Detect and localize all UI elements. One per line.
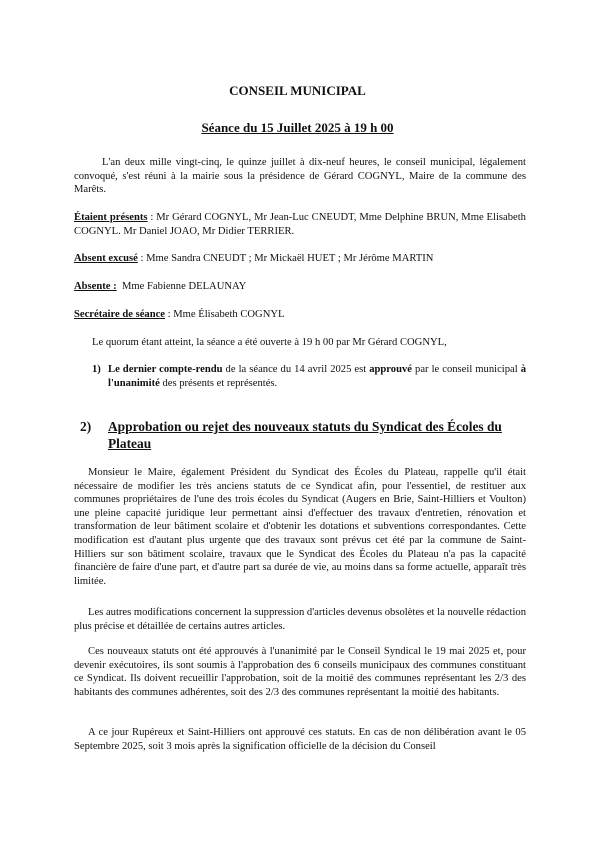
secretary <box>74 308 526 322</box>
secretary-label: Secrétaire de séance <box>74 309 165 320</box>
item-1-text-b: par le conseil municipal <box>412 364 521 375</box>
session-date-heading: Séance du 15 Juillet 2025 à 19 h 00 <box>201 120 394 135</box>
excused-names: Mme Sandra CNEUDT ; Mr Mickaël HUET ; Mr Jérôme MARTIN <box>146 253 434 264</box>
item-1-bold-start: Le dernier compte-rendu <box>108 364 223 375</box>
quorum-statement: Le quorum étant atteint, la séance a été ouverte à 19 h 00 par Mr Gérard COGNYL, <box>92 337 447 348</box>
paragraph-context: Monsieur le Maire, également Président du Syndicat des Écoles du Plateau, rappelle qu'il était nécessaire de modifier les très anciens statuts de ce Syndicat afin, pour l'essentiel, de restituer aux communes propriétaires de l'une des trois écoles du Syndicat (Augers en Brie, Saint-Hilliers et Voulton) une pleine capacité juridique leur permettant ainsi d'effectuer des travaux d'entretien, rénovation et transformation de leur bâtiment scolaire et d'obtenir les dotations et subventions correspondantes. Cette modification est d'autant plus urgente que des travaux sont prévus cet été par la commune de Saint-Hilliers sur son bâtiment scolaire, travaux que le Syndicat des Écoles du Plateau n'a pas la capacité financière de faire d'une part, et d'autre part sa durée de vie, au moins dans sa forme actuelle, apparaît très limitée. <box>74 467 526 587</box>
item-2-number: 2) <box>80 419 92 434</box>
present-members <box>74 211 526 238</box>
absent-label: Absente : <box>74 281 117 292</box>
absent-members <box>74 280 526 294</box>
document-title: CONSEIL MUNICIPAL <box>229 83 366 98</box>
secretary-separator: : <box>165 309 174 320</box>
paragraph-current-status: A ce jour Rupéreux et Saint-Hilliers ont approuvé ces statuts. En cas de non délibération avant le 05 Septembre 2025, soit 3 mois après la signification officielle de la décision du Conseil <box>74 727 526 752</box>
present-names: Mr Gérard COGNYL, Mr Jean-Luc CNEUDT, Mme Delphine BRUN, Mme Elisabeth COGNYL. Mr Daniel JOAO, Mr Didier TERRIER. <box>74 212 526 237</box>
intro-paragraph: L'an deux mille vingt-cinq, le quinze juillet à dix-neuf heures, le conseil municipal, légalement convoqué, s'est réuni à la mairie sous la présidence de Gérard COGNYL, Maire de la commune des Marêts. <box>74 157 526 196</box>
secretary-name: Mme Élisabeth COGNYL <box>173 309 285 320</box>
paragraph-approval-rules: Ces nouveaux statuts ont été approuvés à l'unanimité par le Conseil Syndical le 19 mai 2025 et, pour devenir exécutoires, ils sont soumis à l'approbation des 6 conseils municipaux des communes constituant ce Syndicat. Ils doivent recueillir l'approbation, soit de la moitié des communes représentant les 2/3 des habitants des communes adhérentes, soit des 2/3 des communes représentant la moitié des habitants. <box>74 646 526 698</box>
item-1-text-a: de la séance du 14 avril 2025 est <box>222 364 370 375</box>
item-1-text <box>108 363 526 390</box>
excused-separator: : <box>137 253 147 264</box>
item-1-number: 1) <box>92 364 101 375</box>
item-1-text-c: des présents et représentés. <box>159 377 278 389</box>
present-separator: : <box>147 212 157 223</box>
item-1-bold-end: à l'unanimité <box>108 364 526 389</box>
excused-label: Absent excusé <box>74 253 138 264</box>
item-2-heading: Approbation ou rejet des nouveaux statuts du Syndicat des Écoles du Plateau <box>108 419 502 451</box>
excused-members <box>74 252 526 266</box>
absent-names: Mme Fabienne DELAUNAY <box>121 281 247 292</box>
paragraph-other-modifications: Les autres modifications concernent la suppression d'articles devenus obsolètes et la nouvelle rédaction plus précise et détaillée de certains autres articles. <box>74 607 526 632</box>
item-1-bold-mid: approuvé <box>369 364 412 375</box>
present-label: Étaient présents <box>74 212 148 223</box>
